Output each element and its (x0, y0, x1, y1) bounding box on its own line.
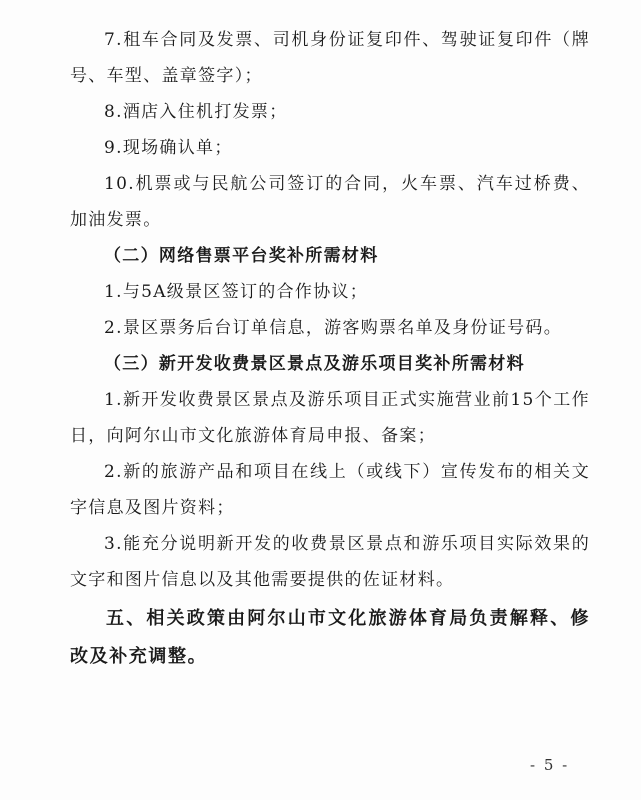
paragraph-new-1: 1.新开发收费景区景点及游乐项目正式实施营业前15个工作日，向阿尔山市文化旅游体育局申报、备案； (70, 390, 590, 446)
paragraph-item-8: 8.酒店入住机打发票； (104, 102, 288, 122)
paragraph-network-1: 1.与5A级景区签订的合作协议； (104, 282, 369, 302)
paragraph-new-2: 2.新的旅游产品和项目在线上（或线下）宣传发布的相关文字信息及图片资料； (70, 462, 590, 518)
paragraph-item-10: 10.机票或与民航公司签订的合同，火车票、汽车过桥费、加油发票。 (70, 174, 590, 230)
paragraph-item-7: 7.租车合同及发票、司机身份证复印件、驾驶证复印件（牌号、车型、盖章签字）； (70, 30, 590, 86)
section-heading-new-projects: （三）新开发收费景区景点及游乐项目奖补所需材料 (104, 354, 525, 374)
section-5-heading: 五、相关政策由阿尔山市文化旅游体育局负责解释、修改及补充调整。 (70, 608, 590, 667)
section-heading-network-ticketing: （二）网络售票平台奖补所需材料 (104, 246, 379, 266)
paragraph-network-2: 2.景区票务后台订单信息，游客购票名单及身份证号码。 (104, 318, 563, 338)
page-number: - 5 - (530, 756, 570, 774)
paragraph-item-9: 9.现场确认单； (104, 138, 233, 158)
paragraph-new-3: 3.能充分说明新开发的收费景区景点和游乐项目实际效果的文字和图片信息以及其他需要提供的佐证材料。 (70, 534, 590, 590)
document-body (70, 22, 590, 676)
